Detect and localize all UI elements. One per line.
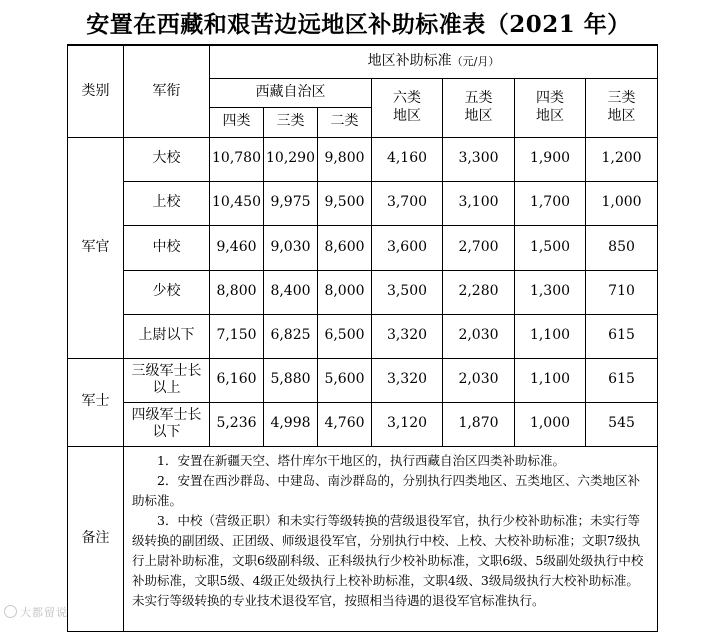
value-cell: 4,760 xyxy=(318,402,372,446)
note-item: 3．中校（营级正职）和未实行等级转换的营级退役军官，执行少校补助标准；未实行等级转换的副团级、正团级、师级退役军官，分别执行中校、上校、大校补助标准；文职7级执行上尉补助标准，文职6级副科级、正科级执行少校补助标准，文职6级、5级副处级执行中校补助标准，文职5级、4级正处级执行上校补助标准，文职4级、3级局级执行大校补助标准。未实行等级转换的专业技术退役军官，按照相当待遇的退役军官标准执行。 xyxy=(132,512,644,608)
subsidy-table xyxy=(67,44,658,632)
value-cell: 9,800 xyxy=(318,137,372,181)
rank-cell: 上尉以下 xyxy=(124,314,210,358)
value-cell: 8,400 xyxy=(264,270,318,314)
value-cell: 10,450 xyxy=(210,181,264,225)
value-cell: 6,825 xyxy=(264,314,318,358)
value-cell: 1,700 xyxy=(515,181,586,225)
header-col-tibet: 四类 xyxy=(210,107,264,137)
header-unit: （元/月） xyxy=(451,55,500,68)
value-cell: 4,160 xyxy=(372,137,443,181)
value-cell: 1,300 xyxy=(515,270,586,314)
value-cell: 10,780 xyxy=(210,137,264,181)
note-item: 1．安置在新疆天空、塔什库尔干地区的，执行西藏自治区四类补助标准。 xyxy=(157,452,565,468)
table-row xyxy=(68,225,658,270)
table-row xyxy=(68,137,658,181)
watermark-logo-icon xyxy=(4,605,17,618)
rank-cell: 三级军士长 以上 xyxy=(124,358,210,402)
page-title: 安置在西藏和艰苦边远地区补助标准表（2021 年） xyxy=(86,11,631,38)
watermark-text: 大都留说 xyxy=(20,606,68,619)
value-cell: 1,000 xyxy=(586,181,658,225)
value-cell: 1,900 xyxy=(515,137,586,181)
category-cell: 军官 xyxy=(68,137,124,358)
value-cell: 1,100 xyxy=(515,314,586,358)
value-cell: 3,600 xyxy=(372,225,443,270)
header-col-other: 三类 地区 xyxy=(586,78,658,137)
value-cell: 3,500 xyxy=(372,270,443,314)
value-cell: 10,290 xyxy=(264,137,318,181)
value-cell: 9,460 xyxy=(210,225,264,270)
header-col-tibet: 三类 xyxy=(264,107,318,137)
value-cell: 2,030 xyxy=(443,314,515,358)
value-cell: 9,030 xyxy=(264,225,318,270)
value-cell: 3,120 xyxy=(372,402,443,446)
header-tibet: 西藏自治区 xyxy=(210,78,372,107)
value-cell: 2,030 xyxy=(443,358,515,402)
value-cell: 8,000 xyxy=(318,270,372,314)
value-cell: 5,236 xyxy=(210,402,264,446)
value-cell: 710 xyxy=(586,270,658,314)
value-cell: 4,998 xyxy=(264,402,318,446)
notes-label: 备注 xyxy=(68,446,124,631)
value-cell: 545 xyxy=(586,402,658,446)
value-cell: 7,150 xyxy=(210,314,264,358)
value-cell: 3,100 xyxy=(443,181,515,225)
header-col-tibet: 二类 xyxy=(318,107,372,137)
table-row xyxy=(68,358,658,402)
note-item: 2．安置在西沙群岛、中建岛、南沙群岛的，分别执行四类地区、五类地区、六类地区补助标准。 xyxy=(132,472,640,508)
value-cell: 1,200 xyxy=(586,137,658,181)
header-col-other: 六类 地区 xyxy=(372,78,443,137)
value-cell: 850 xyxy=(586,225,658,270)
table-row xyxy=(68,402,658,446)
value-cell: 6,500 xyxy=(318,314,372,358)
header-rank: 军衔 xyxy=(124,45,210,137)
category-cell: 军士 xyxy=(68,358,124,446)
header-col-other: 五类 地区 xyxy=(443,78,515,137)
value-cell: 3,320 xyxy=(372,358,443,402)
table-row xyxy=(68,181,658,225)
rank-cell: 上校 xyxy=(124,181,210,225)
rank-cell: 少校 xyxy=(124,270,210,314)
value-cell: 9,500 xyxy=(318,181,372,225)
rank-cell: 四级军士长 以下 xyxy=(124,402,210,446)
value-cell: 3,300 xyxy=(443,137,515,181)
header-col-other: 四类 地区 xyxy=(515,78,586,137)
value-cell: 9,975 xyxy=(264,181,318,225)
value-cell: 1,100 xyxy=(515,358,586,402)
value-cell: 3,700 xyxy=(372,181,443,225)
value-cell: 6,160 xyxy=(210,358,264,402)
value-cell: 1,000 xyxy=(515,402,586,446)
value-cell: 1,500 xyxy=(515,225,586,270)
rank-cell: 大校 xyxy=(124,137,210,181)
value-cell: 615 xyxy=(586,314,658,358)
value-cell: 5,880 xyxy=(264,358,318,402)
header-category: 类别 xyxy=(68,45,124,137)
table-row xyxy=(68,270,658,314)
notes-row xyxy=(68,446,658,631)
value-cell: 1,870 xyxy=(443,402,515,446)
value-cell: 8,800 xyxy=(210,270,264,314)
value-cell: 5,600 xyxy=(318,358,372,402)
value-cell: 3,320 xyxy=(372,314,443,358)
value-cell: 8,600 xyxy=(318,225,372,270)
watermark xyxy=(4,604,68,620)
notes-content xyxy=(124,446,658,631)
table-row xyxy=(68,314,658,358)
value-cell: 2,700 xyxy=(443,225,515,270)
value-cell: 2,280 xyxy=(443,270,515,314)
header-region-standard: 地区补助标准（元/月） xyxy=(210,45,658,78)
rank-cell: 中校 xyxy=(124,225,210,270)
value-cell: 615 xyxy=(586,358,658,402)
